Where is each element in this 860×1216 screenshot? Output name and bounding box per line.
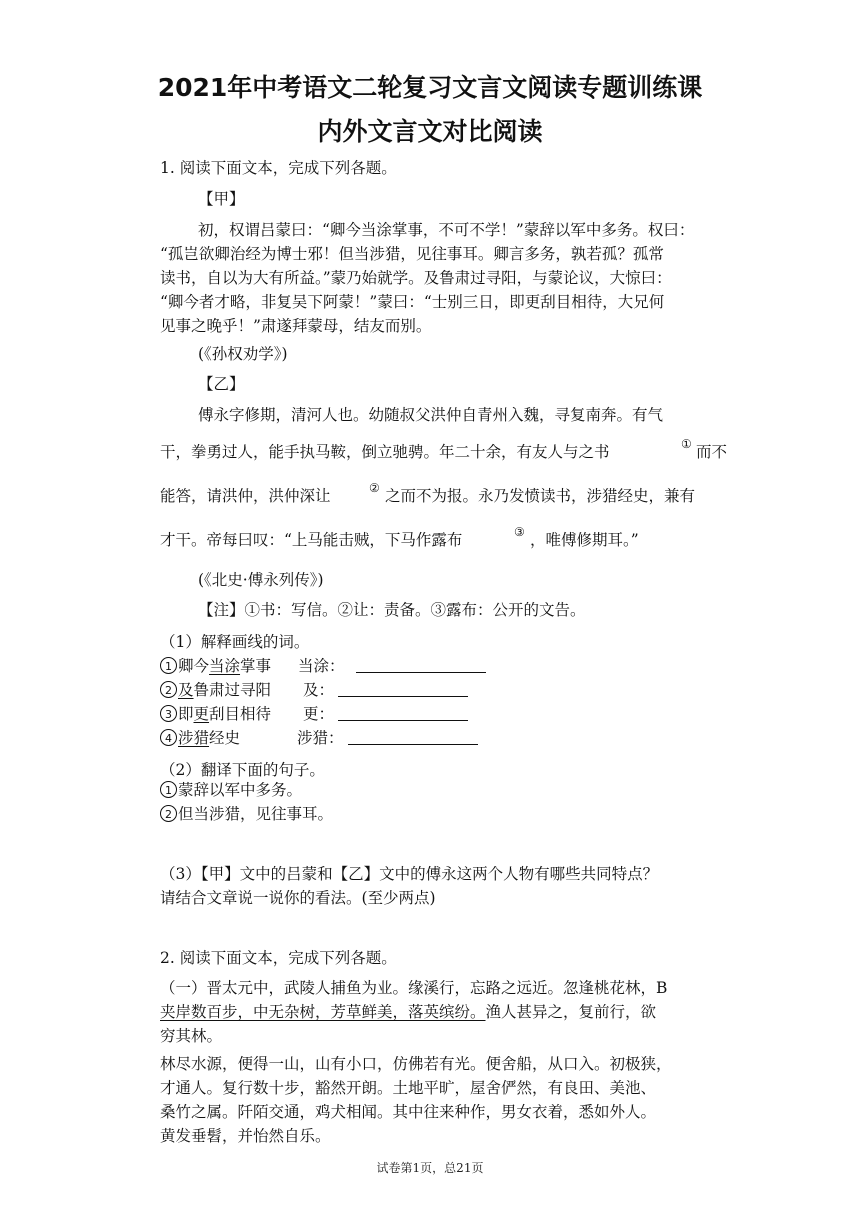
yi-line-1: 傅永字修期，清河人也。幼随叔父洪仲自青州入魏，寻复南奔。有气 xyxy=(198,406,664,424)
underlined-word: 涉猎 xyxy=(178,729,210,747)
title-line-1: 2021年中考语文二轮复习文言文阅读专题训练课 xyxy=(157,73,703,102)
q2-p1-line-2: 夹岸数百步，中无杂树，芳草鲜美，落英缤纷。渔人甚异之，复前行，欲 xyxy=(160,1003,657,1021)
q2-p2-line-2: 才通人。复行数十步，豁然开朗。土地平旷，屋舍俨然，有良田、美池、 xyxy=(160,1079,657,1097)
q2-intro: 2. 阅读下面文本，完成下列各题。 xyxy=(160,949,397,967)
yi-source: (《北史·傅永列传》) xyxy=(198,571,324,589)
yi-line-3a: 能答，请洪仲，洪仲深让 xyxy=(160,487,331,505)
circled-number: 1 xyxy=(160,657,177,674)
yi-line-2b: 而不 xyxy=(696,443,728,461)
answer-blank[interactable] xyxy=(338,704,468,721)
sub1-item-3-label: 更： xyxy=(303,705,335,723)
yi-label: 【乙】 xyxy=(198,375,245,393)
sub1-item-3: 3 即更刮目相待 xyxy=(160,704,271,724)
sub1-item-4: 4 涉猎经史 xyxy=(160,728,240,748)
circled-number: 2 xyxy=(160,681,177,698)
q2-p1-line-3: 穷其林。 xyxy=(160,1027,223,1045)
sub1-item-4-label: 涉猎： xyxy=(297,729,344,747)
q2-p2-line-3: 桑竹之属。阡陌交通，鸡犬相闻。其中往来种作，男女衣着，悉如外人。 xyxy=(160,1103,657,1121)
sub3-line-1: （3）【甲】文中的吕蒙和【乙】文中的傅永这两个人物有哪些共同特点？ xyxy=(160,865,659,883)
yi-line-4a: 才干。帝每曰叹：“上马能击贼，下马作露布 xyxy=(160,531,463,549)
sub1-item-2-label: 及： xyxy=(303,681,335,699)
footnote-marker-3: ③ xyxy=(514,525,525,539)
q2-p2-line-4: 黄发垂髫，并怡然自乐。 xyxy=(160,1127,331,1145)
footnote-marker-2: ② xyxy=(369,481,380,495)
circled-number: 2 xyxy=(160,805,177,822)
sub1-item-2: 2 及鲁肃过寻阳 xyxy=(160,680,271,700)
underlined-word: 当涂 xyxy=(209,657,241,675)
footnote-marker-1: ① xyxy=(681,437,692,451)
page-footer: 试卷第1页，总21页 xyxy=(376,1161,484,1175)
sub2-heading: （2）翻译下面的句子。 xyxy=(160,761,325,779)
jia-source: (《孙权劝学》) xyxy=(198,345,288,363)
underlined-passage: 夹岸数百步，中无杂树，芳草鲜美，落英缤纷。 xyxy=(160,1003,486,1021)
underlined-word: 及 xyxy=(178,681,194,699)
jia-line-5: 见事之晚乎！”肃遂拜蒙母，结友而别。 xyxy=(160,317,432,335)
q1-intro: 1. 阅读下面文本，完成下列各题。 xyxy=(160,159,397,177)
answer-blank[interactable] xyxy=(348,728,478,745)
jia-line-1: 初，权谓吕蒙曰：“卿今当涂掌事，不可不学！”蒙辞以军中多务。权曰： xyxy=(198,221,695,239)
answer-blank[interactable] xyxy=(356,656,486,673)
annotation-note: 【注】①书：写信。②让：责备。③露布：公开的文告。 xyxy=(198,601,586,619)
q2-p1-line-1: （一）晋太元中，武陵人捕鱼为业。缘溪行，忘路之远近。忽逢桃花林，B xyxy=(160,979,668,997)
circled-number: 4 xyxy=(160,729,177,746)
sub1-item-1-label: 当涂： xyxy=(298,657,345,675)
circled-number: 1 xyxy=(160,781,177,798)
jia-line-3: 读书，自以为大有所益。”蒙乃始就学。及鲁肃过寻阳，与蒙论议，大惊曰： xyxy=(160,269,672,287)
sub2-item-2: 2 但当涉猎，见往事耳。 xyxy=(160,804,333,824)
yi-line-4b: ，唯傅修期耳。” xyxy=(530,531,639,549)
circled-number: 3 xyxy=(160,705,177,722)
answer-blank[interactable] xyxy=(338,680,468,697)
sub1-heading: （1）解释画线的词。 xyxy=(160,633,310,651)
jia-line-2: “孤岂欲卿治经为博士邪！但当涉猎，见往事耳。卿言多务，孰若孤？孤常 xyxy=(160,245,664,263)
title-line-2: 内外文言文对比阅读 xyxy=(317,117,543,146)
sub3-line-2: 请结合文章说一说你的看法。(至少两点) xyxy=(160,889,436,907)
jia-label: 【甲】 xyxy=(198,190,245,208)
sub1-item-1: 1 卿今当涂掌事 xyxy=(160,656,271,676)
yi-line-3b: 之而不为报。永乃发愤读书，涉猎经史，兼有 xyxy=(385,487,696,505)
sub2-item-1: 1 蒙辞以军中多务。 xyxy=(160,780,302,800)
underlined-word: 更 xyxy=(193,705,210,723)
q2-p2-line-1: 林尽水源，便得一山，山有小口，仿佛若有光。便舍船，从口入。初极狭， xyxy=(160,1055,672,1073)
yi-line-2a: 干，拳勇过人，能手执马鞍，倒立驰骋。年二十余，有友人与之书 xyxy=(160,443,610,461)
jia-line-4: “卿今者才略，非复吴下阿蒙！”蒙曰：“士别三日，即更刮目相待，大兄何 xyxy=(160,293,665,311)
